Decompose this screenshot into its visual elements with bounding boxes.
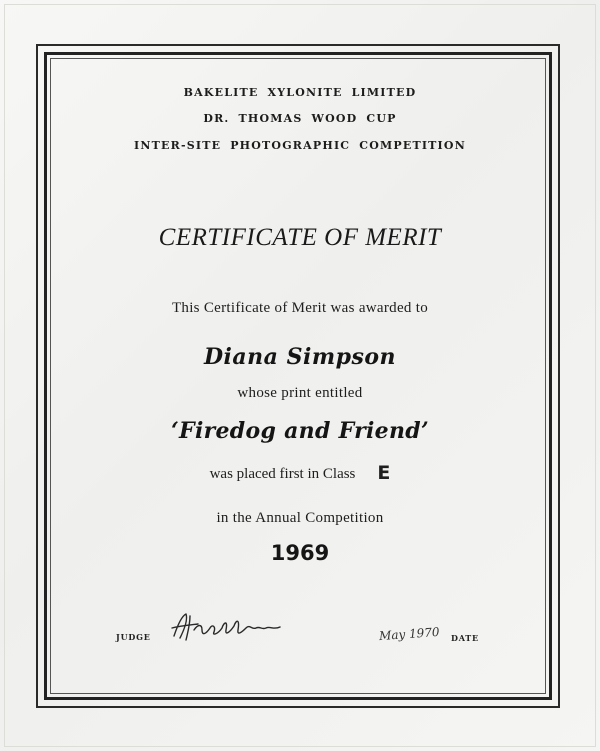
recipient-name: Diana Simpson	[203, 344, 397, 370]
class-row	[0, 462, 600, 484]
company-name: BAKELITE XYLONITE LIMITED	[183, 86, 417, 99]
judge-signature-icon	[168, 610, 290, 644]
date-label: DATE	[451, 633, 479, 643]
awarded-text: This Certificate of Merit was awarded to	[171, 300, 429, 316]
placed-text: was placed first in Class	[209, 466, 356, 482]
competition-name: INTER-SITE PHOTOGRAPHIC COMPETITION	[134, 139, 466, 152]
certificate-title: CERTIFICATE OF MERIT	[158, 224, 442, 251]
class-letter: E	[377, 462, 391, 484]
date-handwritten: May 1970	[378, 624, 440, 644]
competition-text: in the Annual Competition	[216, 510, 384, 526]
judge-label: JUDGE	[116, 632, 151, 642]
print-title: ‘Firedog and Friend’	[171, 418, 429, 444]
cup-name: DR. THOMAS WOOD CUP	[203, 112, 397, 125]
hairline-border	[50, 58, 546, 694]
competition-year: 1969	[270, 541, 330, 565]
print-text: whose print entitled	[237, 385, 363, 401]
